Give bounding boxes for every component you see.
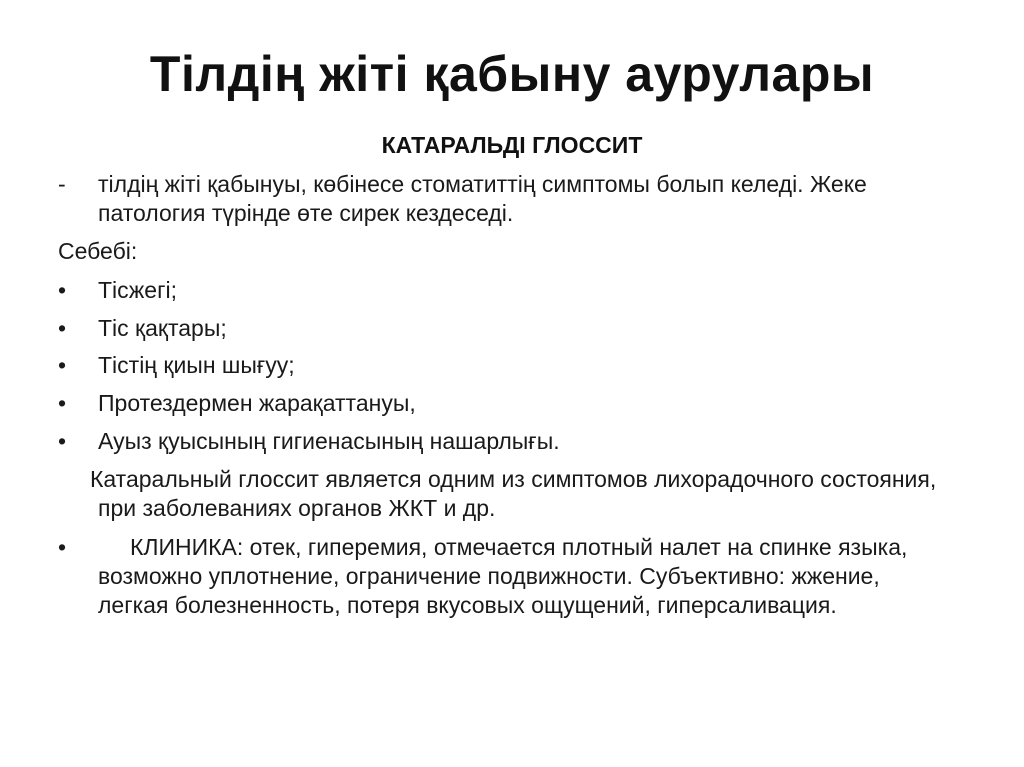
bullet-marker: •: [58, 390, 67, 416]
note-paragraph: Катаральный глоссит является одним из симптомов лихорадочного состояния, при заболеваниях органов ЖКТ и др.: [90, 466, 937, 521]
cause-item: Тісжегі;: [98, 277, 177, 303]
clinic-paragraph: КЛИНИКА: отек, гиперемия, отмечается плотный налет на спинке языка, возможно уплотнение, ограничение подвижности. Субъективно: жжение, легкая болезненность, потеря вкусовых ощущений, гиперсаливация.: [98, 534, 908, 618]
cause-item: Протездермен жарақаттануы,: [98, 390, 416, 416]
bullet-marker: •: [58, 352, 67, 378]
cause-item: Тістің қиын шығуу;: [98, 352, 295, 378]
bullet-marker: •: [58, 315, 67, 341]
slide-subtitle: КАТАРАЛЬДІ ГЛОССИТ: [381, 132, 643, 158]
bullet-marker: •: [58, 277, 67, 303]
slide-title: Тілдің жіті қабыну аурулары: [149, 46, 875, 102]
cause-heading: Себебі:: [58, 238, 138, 264]
dash-marker: -: [58, 171, 66, 197]
cause-item: Тіс қақтары;: [98, 315, 227, 341]
dash-item-text: тілдің жіті қабынуы, көбінесе стоматиттің симптомы болып келеді. Жеке патология түрінде өте сирек кездеседі.: [98, 171, 867, 226]
bullet-marker: •: [58, 534, 67, 560]
bullet-marker: •: [58, 428, 67, 454]
cause-item: Ауыз қуысының гигиенасының нашарлығы.: [98, 428, 560, 454]
